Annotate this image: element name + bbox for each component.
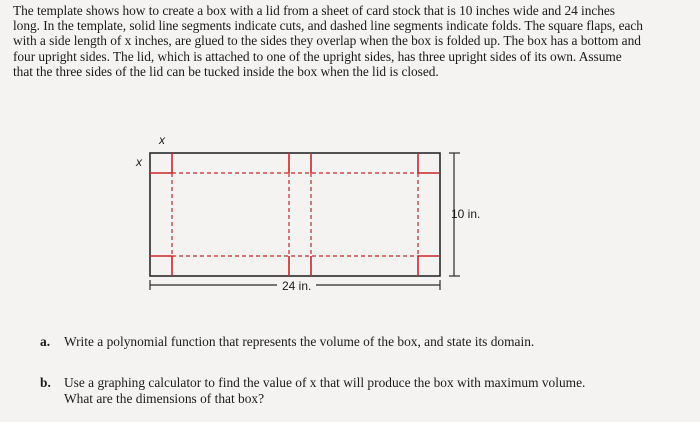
statement-line: four upright sides. The lid, which is attached to one of the upright sides, has three upright sides of its own. Assume [13, 48, 622, 64]
question-line: What are the dimensions of that box? [64, 391, 265, 406]
statement-line: The template shows how to create a box with a lid from a sheet of card stock that is 10 inches wide and 24 inches [13, 3, 615, 18]
question-line: Use a graphing calculator to find the value of x that will produce the box with maximum volume. [64, 375, 586, 390]
statement-line: that the three sides of the lid can be tucked inside the box when the lid is closed. [13, 63, 439, 79]
question-label: b. [40, 375, 51, 390]
question-a [40, 334, 534, 350]
width-label: 24 in. [282, 279, 312, 293]
statement-line: long. In the template, solid line segments indicate cuts, and dashed line segments indicate folds. The square flaps, each [13, 18, 643, 34]
problem-statement [13, 3, 685, 79]
question-label: a. [40, 334, 51, 349]
statement-line: with a side length of x inches, are glued to the sides they overlap when the box is folded up. The box has a bottom and [13, 33, 641, 49]
flap-label-x-left: x [136, 155, 142, 169]
sheet-outline [150, 153, 440, 276]
question-text [64, 334, 534, 350]
question-text [64, 375, 585, 407]
height-label: 10 in. [451, 207, 481, 221]
flap-label-x-top: x [159, 133, 165, 147]
question-line: Write a polynomial function that represents the volume of the box, and state its domain. [64, 334, 535, 349]
fold-lines [172, 173, 418, 256]
question-b [40, 375, 585, 407]
cut-lines [150, 153, 440, 276]
box-template-diagram [130, 128, 490, 298]
